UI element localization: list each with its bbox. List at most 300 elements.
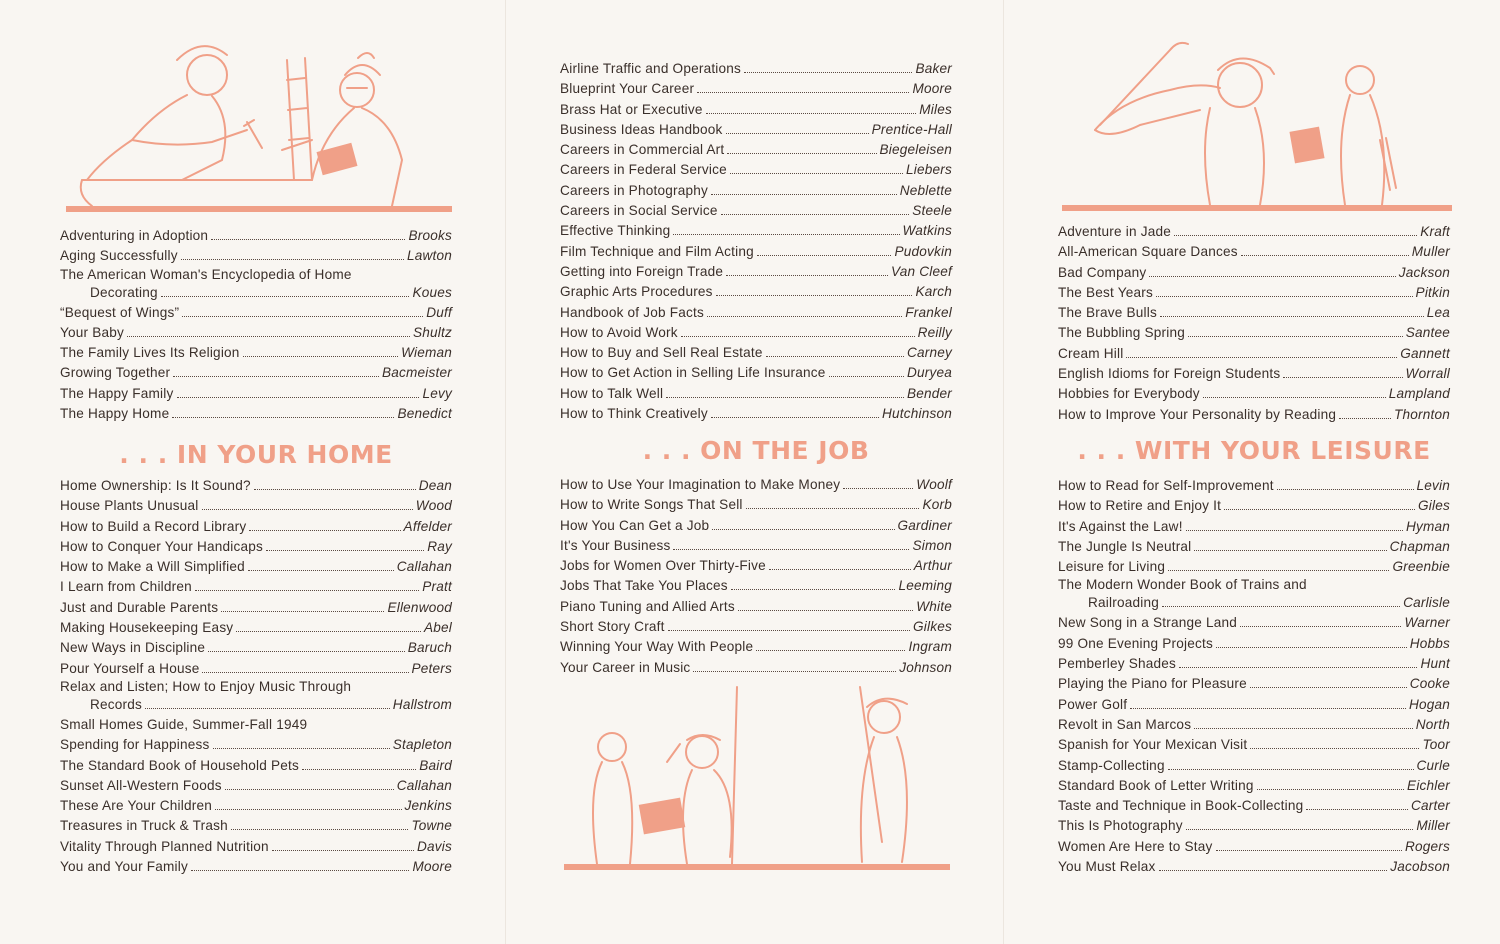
book-title: Aging Successfully — [60, 248, 178, 264]
book-entry — [1058, 476, 1450, 496]
book-entry — [60, 659, 452, 679]
book-title: Your Career in Music — [560, 659, 691, 675]
book-entry — [560, 221, 952, 241]
book-title: Your Baby — [60, 324, 125, 340]
book-title: Film Technique and Film Acting — [560, 243, 754, 259]
leader-dots — [668, 630, 910, 631]
leader-dots — [711, 194, 897, 195]
leader-dots — [211, 239, 405, 240]
book-title: Cream Hill — [1058, 345, 1124, 361]
book-author: Hyman — [1405, 518, 1450, 534]
book-entry — [1058, 674, 1450, 694]
leader-dots — [191, 870, 409, 871]
book-title: Careers in Photography — [560, 182, 708, 198]
leader-dots — [1250, 748, 1419, 749]
leader-dots — [716, 295, 913, 296]
leader-dots — [182, 316, 423, 317]
book-title: Taste and Technique in Book-Collecting — [1058, 798, 1304, 814]
book-title: Hobbies for Everybody — [1058, 386, 1200, 402]
book-author: North — [1415, 716, 1450, 732]
book-entry — [60, 267, 452, 303]
book-author: Steele — [912, 203, 952, 219]
book-author: Pitkin — [1415, 284, 1450, 300]
book-entry — [1058, 735, 1450, 755]
book-entry — [60, 857, 452, 877]
book-entry — [560, 363, 952, 383]
book-title: New Ways in Discipline — [60, 640, 206, 656]
book-entry — [60, 577, 452, 597]
book-entry — [1058, 496, 1450, 516]
book-author: Lea — [1426, 305, 1450, 321]
leader-dots — [829, 376, 904, 377]
fold-line-left — [505, 0, 506, 944]
book-entry — [1058, 776, 1450, 796]
book-author: Affelder — [403, 518, 452, 534]
book-title-line-two — [1058, 593, 1450, 613]
book-entry — [560, 495, 952, 515]
book-entry — [1058, 796, 1450, 816]
book-title: Pemberley Shades — [1058, 656, 1177, 672]
leader-dots — [243, 356, 399, 357]
book-entry — [1058, 222, 1450, 242]
leader-dots — [712, 529, 894, 530]
book-title: How to Talk Well — [560, 385, 664, 401]
book-entry — [1058, 557, 1450, 577]
book-entry — [60, 517, 452, 537]
book-author: Arthur — [913, 558, 952, 574]
book-title: Spanish for Your Mexican Visit — [1058, 737, 1248, 753]
book-title: Getting into Foreign Trade — [560, 263, 724, 279]
leader-dots — [221, 611, 384, 612]
book-title: The Jungle Is Neutral — [1058, 538, 1192, 554]
book-author: Abel — [423, 620, 452, 636]
book-title: It's Your Business — [560, 537, 671, 553]
book-author: Carter — [1411, 798, 1450, 814]
book-entry — [60, 537, 452, 557]
book-entry — [560, 556, 952, 576]
book-entry — [60, 226, 452, 246]
book-title: House Plants Unusual — [60, 498, 199, 514]
book-entry — [560, 303, 952, 323]
book-author: Santee — [1405, 325, 1450, 341]
leader-dots — [1240, 626, 1401, 627]
leader-dots — [272, 850, 414, 851]
leader-dots — [673, 234, 899, 235]
book-author: Bacmeister — [382, 365, 452, 381]
book-author: Callahan — [396, 559, 452, 575]
leader-dots — [697, 92, 909, 93]
book-author: Carney — [906, 345, 952, 361]
leader-dots — [1149, 276, 1395, 277]
book-author: Simon — [912, 537, 952, 553]
leader-dots — [1339, 418, 1391, 419]
book-title: Making Housekeeping Easy — [60, 620, 234, 636]
book-entry — [1058, 654, 1450, 674]
book-title: “Bequest of Wings” — [60, 304, 180, 320]
book-entry — [60, 816, 452, 836]
book-title: Jobs That Take You Places — [560, 578, 728, 594]
book-title: The Best Years — [1058, 284, 1153, 300]
book-entry — [560, 79, 952, 99]
book-entry — [560, 637, 952, 657]
book-author: Pudovkin — [894, 243, 952, 259]
book-author: Miller — [1416, 818, 1450, 834]
book-author: Gilkes — [913, 619, 952, 635]
book-title: The Happy Home — [60, 406, 170, 422]
leader-dots — [1186, 530, 1403, 531]
book-title: 99 One Evening Projects — [1058, 635, 1213, 651]
book-entry — [1058, 242, 1450, 262]
book-author: Wood — [415, 498, 452, 514]
book-author: Chapman — [1389, 538, 1450, 554]
book-entry — [60, 303, 452, 323]
book-title: Playing the Piano for Pleasure — [1058, 676, 1247, 692]
book-title: It's Against the Law! — [1058, 518, 1183, 534]
book-title: Adventuring in Adoption — [60, 228, 209, 243]
book-entry — [560, 181, 952, 201]
leader-dots — [1188, 336, 1403, 337]
book-author: Baruch — [407, 640, 452, 656]
leader-dots — [202, 672, 408, 673]
book-author: Curle — [1416, 757, 1450, 773]
book-title: How to Avoid Work — [560, 324, 678, 340]
book-entry — [560, 475, 952, 495]
leader-dots — [172, 417, 394, 418]
book-entry — [60, 638, 452, 658]
book-title: How to Retire and Enjoy It — [1058, 498, 1222, 514]
book-entry — [60, 363, 452, 383]
book-title: How to Read for Self-Improvement — [1058, 478, 1274, 493]
book-author: Cooke — [1409, 676, 1450, 692]
book-title: Vitality Through Planned Nutrition — [60, 838, 269, 854]
book-title: Women Are Here to Stay — [1058, 838, 1213, 854]
book-author: Johnson — [899, 659, 952, 675]
book-title: Winning Your Way With People — [560, 639, 754, 655]
leader-dots — [215, 809, 402, 810]
book-entry — [60, 796, 452, 816]
golfer-and-caddie-illustration — [1060, 30, 1452, 215]
book-author: Korb — [922, 497, 952, 513]
book-title: Piano Tuning and Allied Arts — [560, 598, 735, 614]
book-title: I Learn from Children — [60, 579, 192, 595]
fold-line-right — [1003, 0, 1004, 944]
home-bottom-book-list — [60, 476, 452, 877]
leader-dots — [127, 336, 410, 337]
book-entry — [60, 837, 452, 857]
book-title: All-American Square Dances — [1058, 244, 1238, 260]
book-author: Prentice-Hall — [871, 121, 952, 137]
book-title-continued: Railroading — [1088, 595, 1159, 611]
book-author: Shultz — [413, 324, 452, 340]
book-entry — [560, 140, 952, 160]
book-author: Miles — [919, 101, 952, 117]
heading-in-your-home: . . . IN YOUR HOME — [119, 440, 393, 469]
book-title: You Must Relax — [1058, 859, 1156, 875]
book-author: White — [916, 598, 952, 614]
leisure-top-book-list — [1058, 222, 1450, 425]
book-title: These Are Your Children — [60, 798, 212, 814]
book-entry — [60, 404, 452, 424]
leader-dots — [173, 376, 379, 377]
book-author: Towne — [411, 818, 452, 834]
book-entry — [1058, 756, 1450, 776]
book-entry — [1058, 263, 1450, 283]
book-entry — [60, 598, 452, 618]
book-author: Hallstrom — [392, 696, 452, 712]
leader-dots — [744, 72, 912, 73]
book-title: Sunset All-Western Foods — [60, 777, 222, 793]
book-author: Jenkins — [404, 798, 452, 814]
book-author: Baker — [915, 61, 952, 76]
leader-dots — [738, 610, 913, 611]
book-title: Graphic Arts Procedures — [560, 284, 713, 300]
job-bottom-book-list — [560, 475, 952, 678]
leader-dots — [1277, 489, 1414, 490]
book-entry — [1058, 634, 1450, 654]
book-title: The Family Lives Its Religion — [60, 345, 240, 361]
leader-dots — [225, 789, 394, 790]
book-title: You and Your Family — [60, 859, 188, 875]
book-author: Worrall — [1405, 366, 1450, 382]
leader-dots — [756, 650, 905, 651]
book-title: Careers in Social Service — [560, 203, 718, 219]
book-author: Ingram — [908, 639, 952, 655]
book-title: How to Buy and Sell Real Estate — [560, 345, 763, 361]
leader-dots — [1186, 829, 1414, 830]
book-entry — [1058, 405, 1450, 425]
leader-dots — [1126, 357, 1397, 358]
book-title: How to Conquer Your Handicaps — [60, 538, 264, 554]
book-entry — [1058, 323, 1450, 343]
panel-in-your-home — [60, 0, 452, 944]
book-author: Benedict — [397, 406, 452, 422]
book-author: Leeming — [898, 578, 952, 594]
leader-dots — [1257, 789, 1404, 790]
book-entry — [60, 246, 452, 266]
book-title: Airline Traffic and Operations — [560, 61, 742, 76]
leader-dots — [726, 275, 888, 276]
book-author: Dean — [418, 478, 452, 493]
book-entry — [60, 776, 452, 796]
book-author: Gardiner — [897, 517, 952, 533]
book-title: The Happy Family — [60, 385, 174, 401]
book-entry — [560, 658, 952, 678]
book-title: The Bubbling Spring — [1058, 325, 1185, 341]
book-author: Moore — [912, 81, 952, 97]
book-title: Pour Yourself a House — [60, 660, 200, 676]
book-title: The Standard Book of Household Pets — [60, 757, 299, 773]
book-title-line-two — [60, 695, 452, 715]
book-author: Levy — [422, 385, 452, 401]
book-author: Jackson — [1398, 264, 1450, 280]
leader-dots — [706, 113, 917, 114]
couple-at-table-illustration — [62, 30, 454, 215]
book-title-line-two — [60, 283, 452, 303]
book-title: Adventure in Jade — [1058, 224, 1171, 239]
book-author: Hobbs — [1409, 635, 1450, 651]
leader-dots — [1241, 255, 1409, 256]
leader-dots — [666, 397, 904, 398]
leader-dots — [1179, 667, 1417, 668]
book-author: Brooks — [408, 228, 452, 243]
book-entry — [1058, 837, 1450, 857]
book-entry — [560, 323, 952, 343]
book-author: Muller — [1411, 244, 1450, 260]
leader-dots — [726, 133, 869, 134]
book-title-continued: Decorating — [90, 284, 158, 300]
book-title: Jobs for Women Over Thirty-Five — [560, 558, 766, 574]
book-entry — [1058, 715, 1450, 735]
heading-with-your-leisure: . . . WITH YOUR LEISURE — [1077, 436, 1431, 465]
book-title: Growing Together — [60, 365, 171, 381]
book-title: New Song in a Strange Land — [1058, 615, 1238, 631]
leader-dots — [681, 336, 915, 337]
leader-dots — [181, 259, 404, 260]
leader-dots — [1250, 687, 1407, 688]
book-entry — [560, 100, 952, 120]
leader-dots — [202, 509, 413, 510]
book-entry — [1058, 857, 1450, 877]
panel-with-your-leisure — [1058, 0, 1450, 944]
book-entry — [1058, 577, 1450, 613]
book-author: Stapleton — [392, 737, 452, 753]
book-title: How to Improve Your Personality by Reading — [1058, 406, 1337, 422]
book-title: The American Woman's Encyclopedia of Home — [60, 266, 352, 282]
book-entry — [1058, 344, 1450, 364]
book-entry — [60, 756, 452, 776]
book-title: Standard Book of Letter Writing — [1058, 777, 1254, 793]
book-title-continued: Records — [90, 696, 143, 712]
book-entry — [560, 536, 952, 556]
book-entry — [1058, 613, 1450, 633]
book-author: Warner — [1404, 615, 1450, 631]
leader-dots — [693, 671, 896, 672]
book-title: Careers in Federal Service — [560, 162, 727, 178]
book-author: Ray — [427, 538, 452, 554]
leader-dots — [1168, 769, 1414, 770]
leader-dots — [254, 489, 416, 490]
leader-dots — [707, 316, 902, 317]
leader-dots — [213, 748, 390, 749]
book-title: Home Ownership: Is It Sound? — [60, 478, 251, 493]
book-title: The Modern Wonder Book of Trains and — [1058, 577, 1307, 593]
book-title: Stamp-Collecting — [1058, 757, 1165, 773]
book-entry — [60, 476, 452, 496]
book-title: Effective Thinking — [560, 223, 671, 239]
home-top-book-list — [60, 226, 452, 424]
book-author: Neblette — [899, 182, 952, 198]
book-entry — [1058, 695, 1450, 715]
book-entry — [1058, 816, 1450, 836]
leader-dots — [1306, 809, 1408, 810]
book-author: Carlisle — [1403, 595, 1450, 611]
book-entry — [60, 496, 452, 516]
book-author: Pratt — [422, 579, 452, 595]
book-author: Thornton — [1393, 406, 1450, 422]
book-title: How to Make a Will Simplified — [60, 559, 245, 575]
book-title: Brass Hat or Executive — [560, 101, 703, 117]
book-title: How to Write Songs That Sell — [560, 497, 743, 513]
book-author: Watkins — [902, 223, 952, 239]
leader-dots — [1194, 550, 1386, 551]
book-title: English Idioms for Foreign Students — [1058, 366, 1281, 382]
book-entry — [560, 262, 952, 282]
leader-dots — [757, 255, 892, 256]
book-entry — [60, 679, 452, 715]
leader-dots — [1194, 728, 1413, 729]
book-entry — [1058, 537, 1450, 557]
book-entry — [1058, 283, 1450, 303]
book-title: Careers in Commercial Art — [560, 142, 725, 158]
book-author: Wieman — [401, 345, 452, 361]
book-author: Toor — [1422, 737, 1450, 753]
leader-dots — [161, 296, 410, 297]
book-entry — [60, 715, 452, 735]
leader-dots — [1216, 647, 1407, 648]
book-entry — [60, 323, 452, 343]
leader-dots — [266, 550, 424, 551]
book-entry — [560, 242, 952, 262]
book-author: Karch — [915, 284, 952, 300]
book-entry — [1058, 364, 1450, 384]
leader-dots — [249, 530, 400, 531]
book-entry — [560, 516, 952, 536]
book-title: Treasures in Truck & Trash — [60, 818, 228, 834]
book-entry — [1058, 384, 1450, 404]
leader-dots — [1216, 850, 1402, 851]
leader-dots — [843, 488, 913, 489]
leader-dots — [673, 549, 909, 550]
leader-dots — [177, 397, 420, 398]
leader-dots — [1160, 316, 1424, 317]
book-entry — [60, 618, 452, 638]
book-entry — [560, 597, 952, 617]
book-title: The Brave Bulls — [1058, 305, 1157, 321]
leader-dots — [1156, 296, 1413, 297]
book-title: How to Get Action in Selling Life Insurance — [560, 365, 826, 381]
leader-dots — [711, 417, 879, 418]
leader-dots — [231, 829, 409, 830]
panel-on-the-job — [560, 0, 952, 944]
book-entry — [560, 384, 952, 404]
book-author: Bender — [906, 385, 952, 401]
book-author: Woolf — [916, 477, 952, 492]
book-title: Relax and Listen; How to Enjoy Music Through — [60, 678, 352, 694]
book-entry — [560, 282, 952, 302]
book-title: Leisure for Living — [1058, 559, 1166, 575]
book-title: Revolt in San Marcos — [1058, 716, 1192, 732]
book-title: Short Story Craft — [560, 619, 665, 635]
book-author: Reilly — [917, 324, 952, 340]
leader-dots — [248, 570, 394, 571]
leader-dots — [727, 153, 876, 154]
leader-dots — [1162, 606, 1400, 607]
book-author: Duff — [426, 304, 452, 320]
book-author: Moore — [412, 859, 452, 875]
book-author: Greenbie — [1392, 559, 1450, 575]
book-entry — [560, 576, 952, 596]
leader-dots — [769, 569, 911, 570]
leader-dots — [730, 173, 903, 174]
book-entry — [560, 59, 952, 79]
book-author: Koues — [412, 284, 452, 300]
book-entry — [60, 557, 452, 577]
book-author: Peters — [411, 660, 452, 676]
book-author: Callahan — [396, 777, 452, 793]
book-author: Frankel — [905, 304, 952, 320]
book-title: How to Build a Record Library — [60, 518, 247, 534]
book-author: Biegeleisen — [879, 142, 952, 158]
